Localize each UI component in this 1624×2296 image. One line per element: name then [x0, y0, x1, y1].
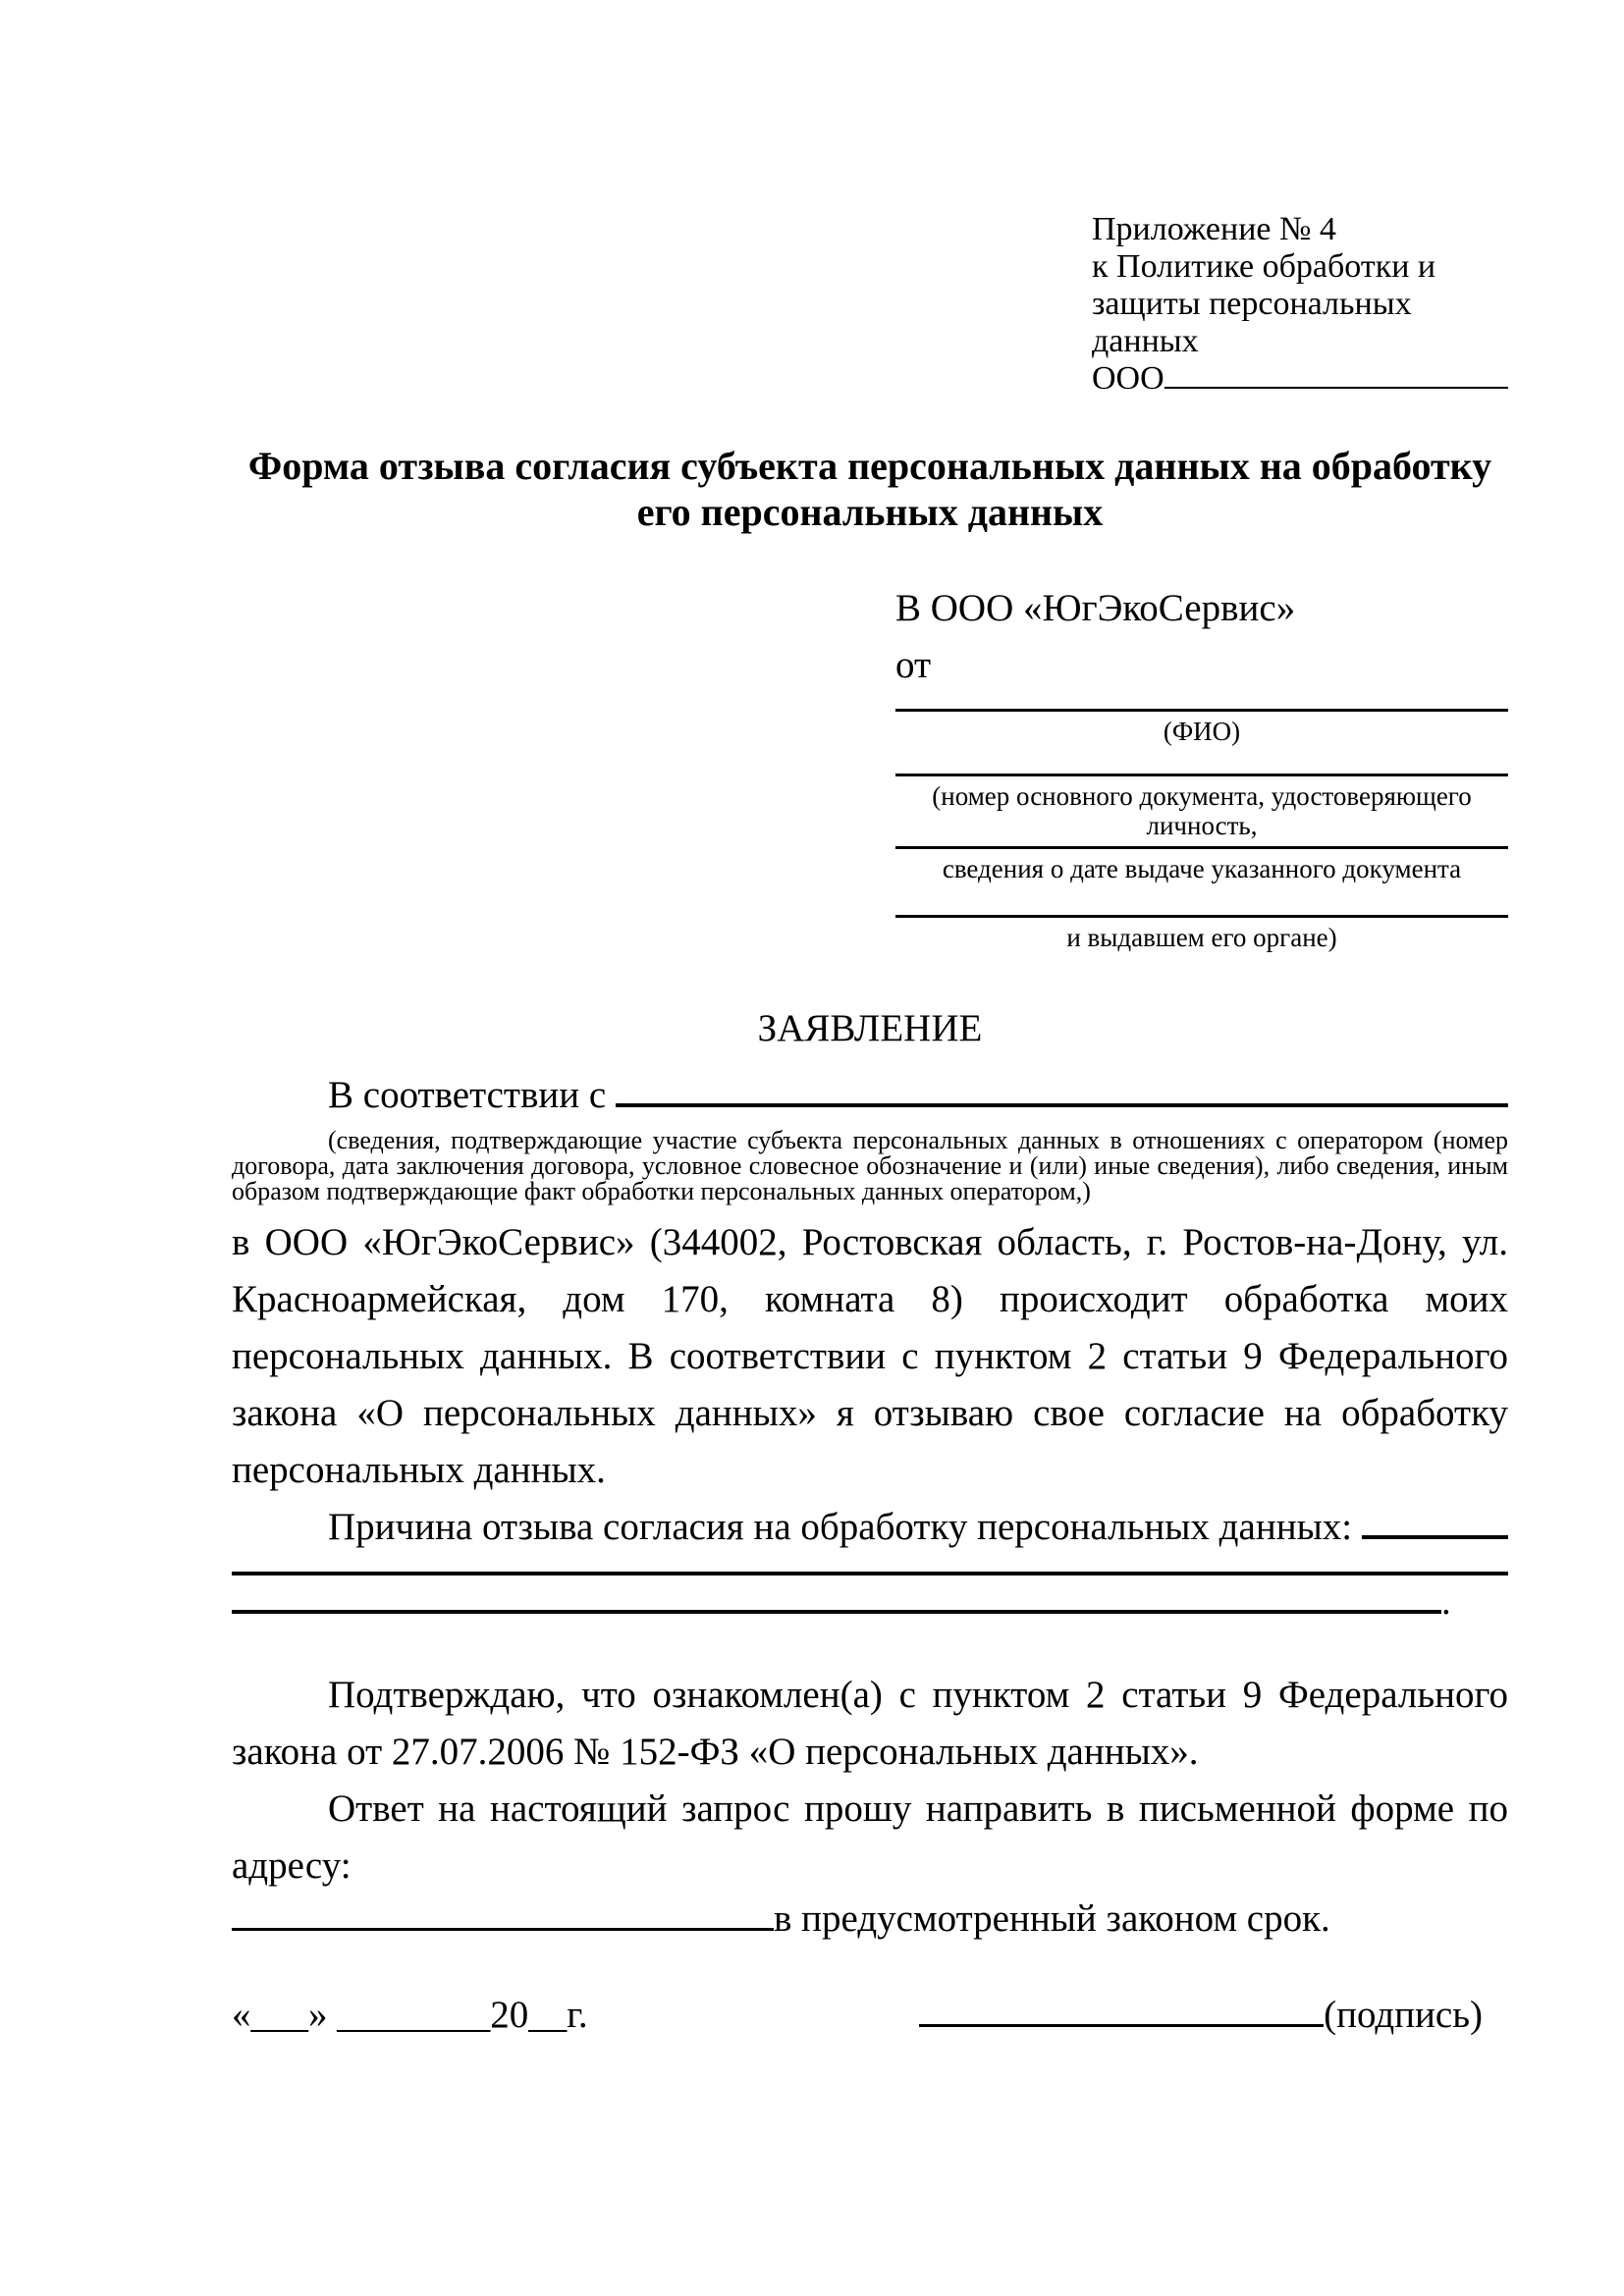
intro-label: В соответствии с	[328, 1074, 607, 1116]
reason-blank-field-3	[232, 1610, 1441, 1614]
document-title: Форма отзыва согласия субъекта персональных данных на обработку его персональных данных	[247, 444, 1492, 534]
signature-caption: (подпись)	[1324, 1994, 1483, 2036]
statement-intro-line	[232, 1071, 1508, 1120]
reason-blank-field-2	[232, 1556, 1508, 1575]
fio-blank-field	[895, 700, 1508, 712]
reply-tail-text: в предусмотренный законом срок.	[774, 1897, 1330, 1940]
addressee-block	[895, 586, 1508, 953]
appendix-line-2: к Политике обработки и	[1092, 248, 1436, 285]
reply-address-blank-field	[232, 1928, 774, 1931]
addressee-from-label: от	[895, 644, 932, 686]
company-prefix-label: ООО	[1092, 360, 1164, 397]
doc-date-caption: сведения о дате выдаче указанного документа	[942, 854, 1462, 883]
reason-end-period: .	[1441, 1580, 1451, 1623]
statement-heading: ЗАЯВЛЕНИЕ	[757, 1007, 983, 1049]
reason-blank-field-1	[1362, 1535, 1508, 1539]
appendix-line-1: Приложение № 4	[1092, 211, 1336, 247]
reason-label: Причина отзыва согласия на обработку персональных данных:	[328, 1506, 1353, 1548]
doc-issuer-blank-field	[895, 884, 1508, 918]
body-paragraph: в ООО «ЮгЭкоСервис» (344002, Ростовская область, г. Ростов-на-Дону, ул. Красноармейская, дом 170, комната 8) происходит обработка моих персональных данных. В соответствии с пунктом 2 статьи 9 Федерального закона «О персональных данных» я отзываю свое согласие на обработку персональных данных.	[232, 1221, 1508, 1491]
doc-issuer-caption: и выдавшем его органе)	[1066, 923, 1337, 952]
appendix-line-3: защиты персональных данных	[1092, 286, 1412, 359]
footer-date-blank: «___» ________20__г.	[232, 1994, 588, 2036]
company-name-blank-field	[1164, 387, 1508, 389]
reason-line	[232, 1499, 1508, 1556]
signature-blank-field	[919, 2024, 1324, 2027]
appendix-block	[1092, 211, 1508, 398]
appendix-company-line	[1092, 360, 1508, 398]
fio-caption: (ФИО)	[1163, 717, 1241, 746]
signature-group	[919, 1991, 1483, 2040]
intro-blank-field	[616, 1103, 1508, 1107]
doc-number-caption: (номер основного документа, удостоверяющего личность,	[932, 781, 1472, 840]
reply-request-paragraph: Ответ на настоящий запрос прошу направить в письменной форме по адресу:	[232, 1788, 1508, 1887]
footer-row	[232, 1991, 1508, 2040]
reply-address-line	[232, 1895, 1508, 1944]
intro-footnote: (сведения, подтверждающие участие субъекта персональных данных в отношениях с оператором (номер договора, дата заключения договора, условное словесное обозначение и (или) иные сведения), либо сведения, иным образом подтверждающие факт обработки персональных данных оператором,)	[232, 1126, 1508, 1205]
addressee-to-label: В ООО «ЮгЭкоСервис»	[895, 587, 1296, 629]
reason-blank-line-3	[232, 1575, 1508, 1628]
doc-number-blank-field	[895, 747, 1508, 776]
confirm-paragraph: Подтверждаю, что ознакомлен(а) с пунктом 2 статьи 9 Федерального закона от 27.07.2006 № 152-ФЗ «О персональных данных».	[232, 1674, 1508, 1773]
